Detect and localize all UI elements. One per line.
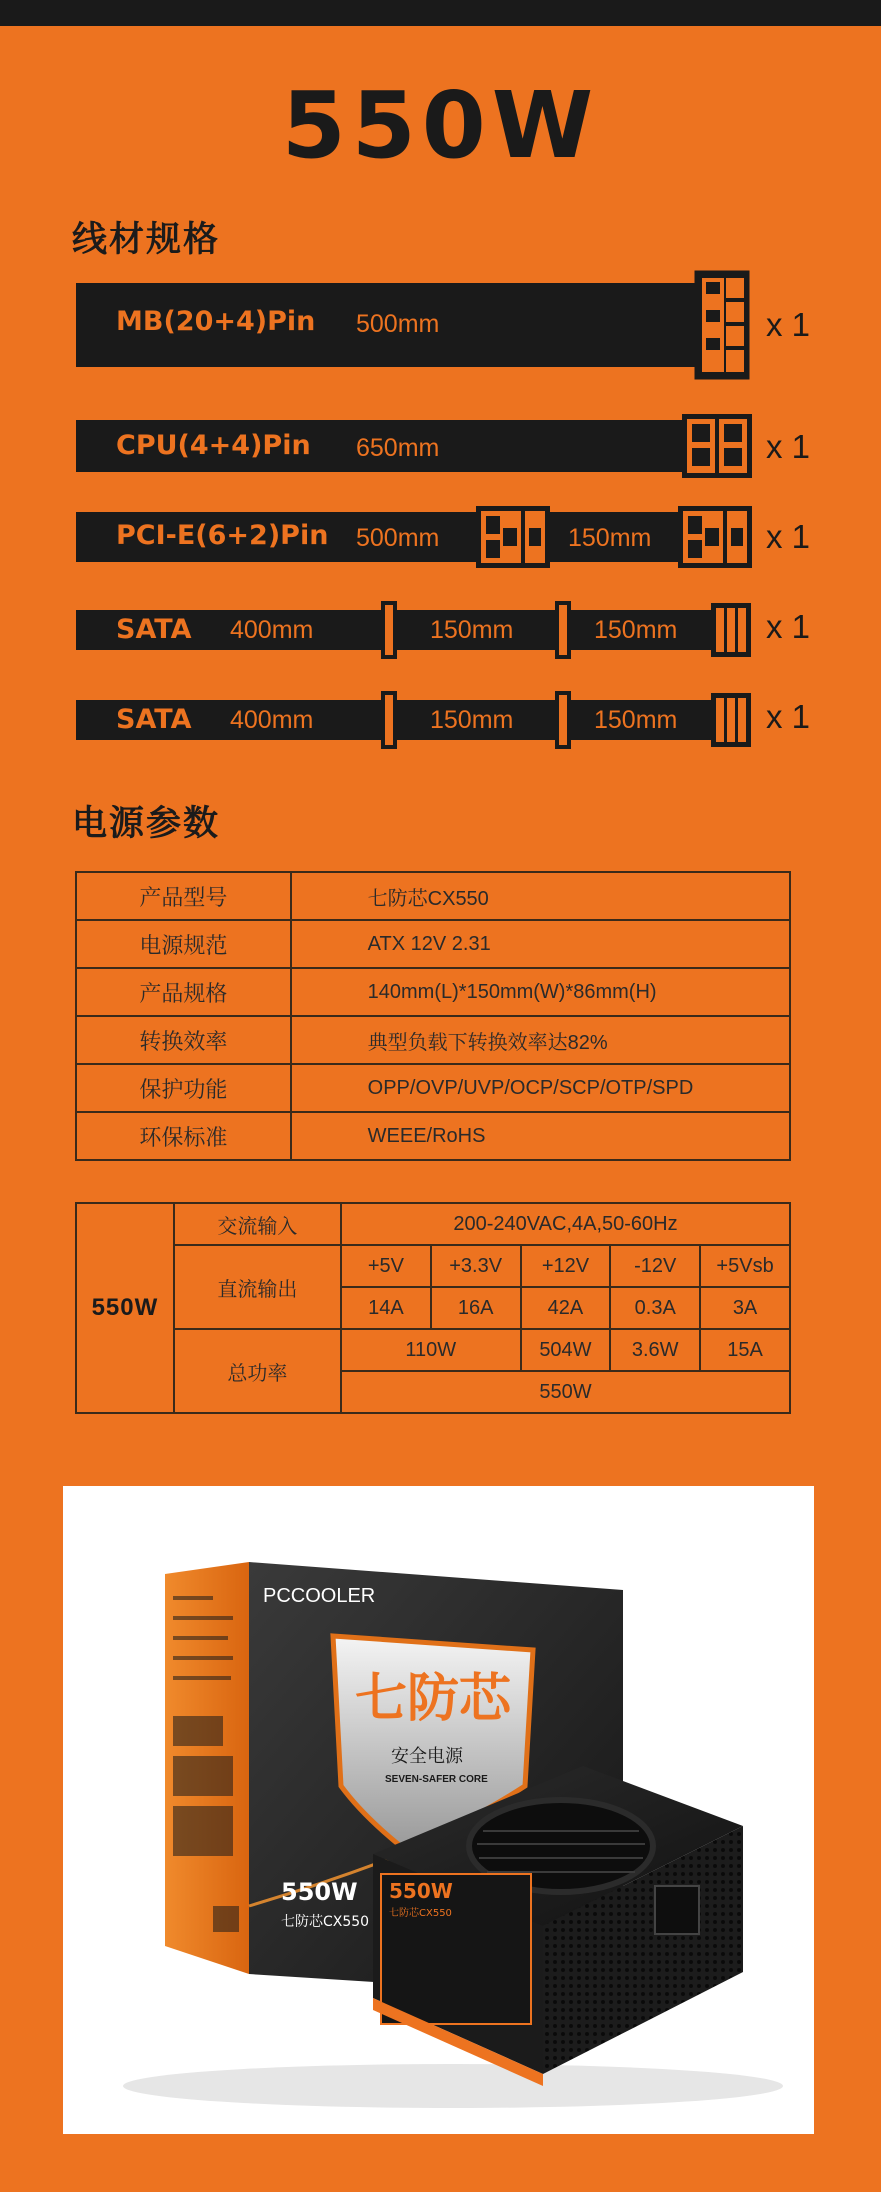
cable-name: SATA xyxy=(116,614,192,645)
dc-output-label: 直流输出 xyxy=(174,1245,341,1329)
cable-length: 150mm xyxy=(568,524,652,552)
wattage-label: 550W xyxy=(76,1203,174,1413)
spec-row: 环保标准 WEEE/RoHS xyxy=(76,1112,790,1160)
rail-label: +5V xyxy=(341,1245,431,1287)
sata-connector-icon xyxy=(554,600,572,660)
spec-row: 保护功能 OPP/OVP/UVP/OCP/SCP/OTP/SPD xyxy=(76,1064,790,1112)
spec-section-title: 电源参数 xyxy=(72,804,221,844)
rail-label: -12V xyxy=(610,1245,700,1287)
sata-connector-icon xyxy=(710,602,752,658)
ac-input-label: 交流输入 xyxy=(174,1203,341,1245)
total-power-value: 550W xyxy=(341,1371,790,1413)
rail-label: +3.3V xyxy=(431,1245,521,1287)
spec-row: 产品规格 140mm(L)*150mm(W)*86mm(H) xyxy=(76,968,790,1016)
cable-length: 150mm xyxy=(594,616,678,644)
spec-row: 产品型号 七防芯CX550 xyxy=(76,872,790,920)
box-model: 七防芯CX550 xyxy=(281,1914,370,1930)
badge-title: 七防芯 xyxy=(355,1669,512,1729)
badge-subtitle: 安全电源 xyxy=(391,1746,463,1767)
cable-qty: x 1 xyxy=(766,698,811,735)
cable-name: CPU(4+4)Pin xyxy=(116,430,311,461)
cable-length: 400mm xyxy=(230,706,314,734)
sata-connector-icon xyxy=(710,692,752,748)
cable-length: 150mm xyxy=(594,706,678,734)
sata-connector-icon xyxy=(380,690,398,750)
rail-current: 0.3A xyxy=(610,1287,700,1329)
cpu-connector-icon xyxy=(680,412,754,480)
cable-qty: x 1 xyxy=(766,608,811,645)
product-image xyxy=(63,1486,814,2134)
total-power-label: 总功率 xyxy=(174,1329,341,1413)
rail-label: +12V xyxy=(521,1245,611,1287)
combined-power: 504W xyxy=(521,1329,611,1371)
rail-current: 16A xyxy=(431,1287,521,1329)
spec-row: 电源规范 ATX 12V 2.31 xyxy=(76,920,790,968)
psu-model: 七防芯CX550 xyxy=(389,1908,452,1919)
spec-table xyxy=(75,871,791,1161)
cable-section-title: 线材规格 xyxy=(72,220,221,260)
cable-length: 500mm xyxy=(356,310,440,338)
pcie-connector-icon xyxy=(474,504,552,570)
rail-current: 14A xyxy=(341,1287,431,1329)
pcie-connector-icon xyxy=(676,504,754,570)
spec-row: 转换效率 典型负载下转换效率达82% xyxy=(76,1016,790,1064)
cable-length: 400mm xyxy=(230,616,314,644)
cable-qty: x 1 xyxy=(766,428,811,465)
cable-qty: x 1 xyxy=(766,518,811,555)
rail-current: 42A xyxy=(521,1287,611,1329)
box-wattage: 550W xyxy=(281,1878,358,1906)
page-title: 550W xyxy=(281,72,600,179)
combined-power: 110W xyxy=(341,1329,521,1371)
brand-logo: PCCOOLER xyxy=(263,1585,376,1607)
combined-power: 15A xyxy=(700,1329,790,1371)
psu-wattage: 550W xyxy=(389,1879,453,1903)
cable-name: SATA xyxy=(116,704,192,735)
rail-label: +5Vsb xyxy=(700,1245,790,1287)
cable-name: PCI-E(6+2)Pin xyxy=(116,520,329,551)
mb-connector-icon xyxy=(694,270,750,380)
cable-name: MB(20+4)Pin xyxy=(116,306,316,337)
combined-power: 3.6W xyxy=(610,1329,700,1371)
cable-length: 150mm xyxy=(430,706,514,734)
cable-qty: x 1 xyxy=(766,306,811,343)
product-illustration xyxy=(63,1486,814,2134)
rail-current: 3A xyxy=(700,1287,790,1329)
badge-english: SEVEN-SAFER CORE xyxy=(385,1774,488,1785)
sata-connector-icon xyxy=(554,690,572,750)
cable-length: 150mm xyxy=(430,616,514,644)
ac-input-value: 200-240VAC,4A,50-60Hz xyxy=(341,1203,790,1245)
top-bar xyxy=(0,0,881,26)
electrical-table xyxy=(75,1202,791,1414)
cable-length: 650mm xyxy=(356,434,440,462)
sata-connector-icon xyxy=(380,600,398,660)
cable-length: 500mm xyxy=(356,524,440,552)
